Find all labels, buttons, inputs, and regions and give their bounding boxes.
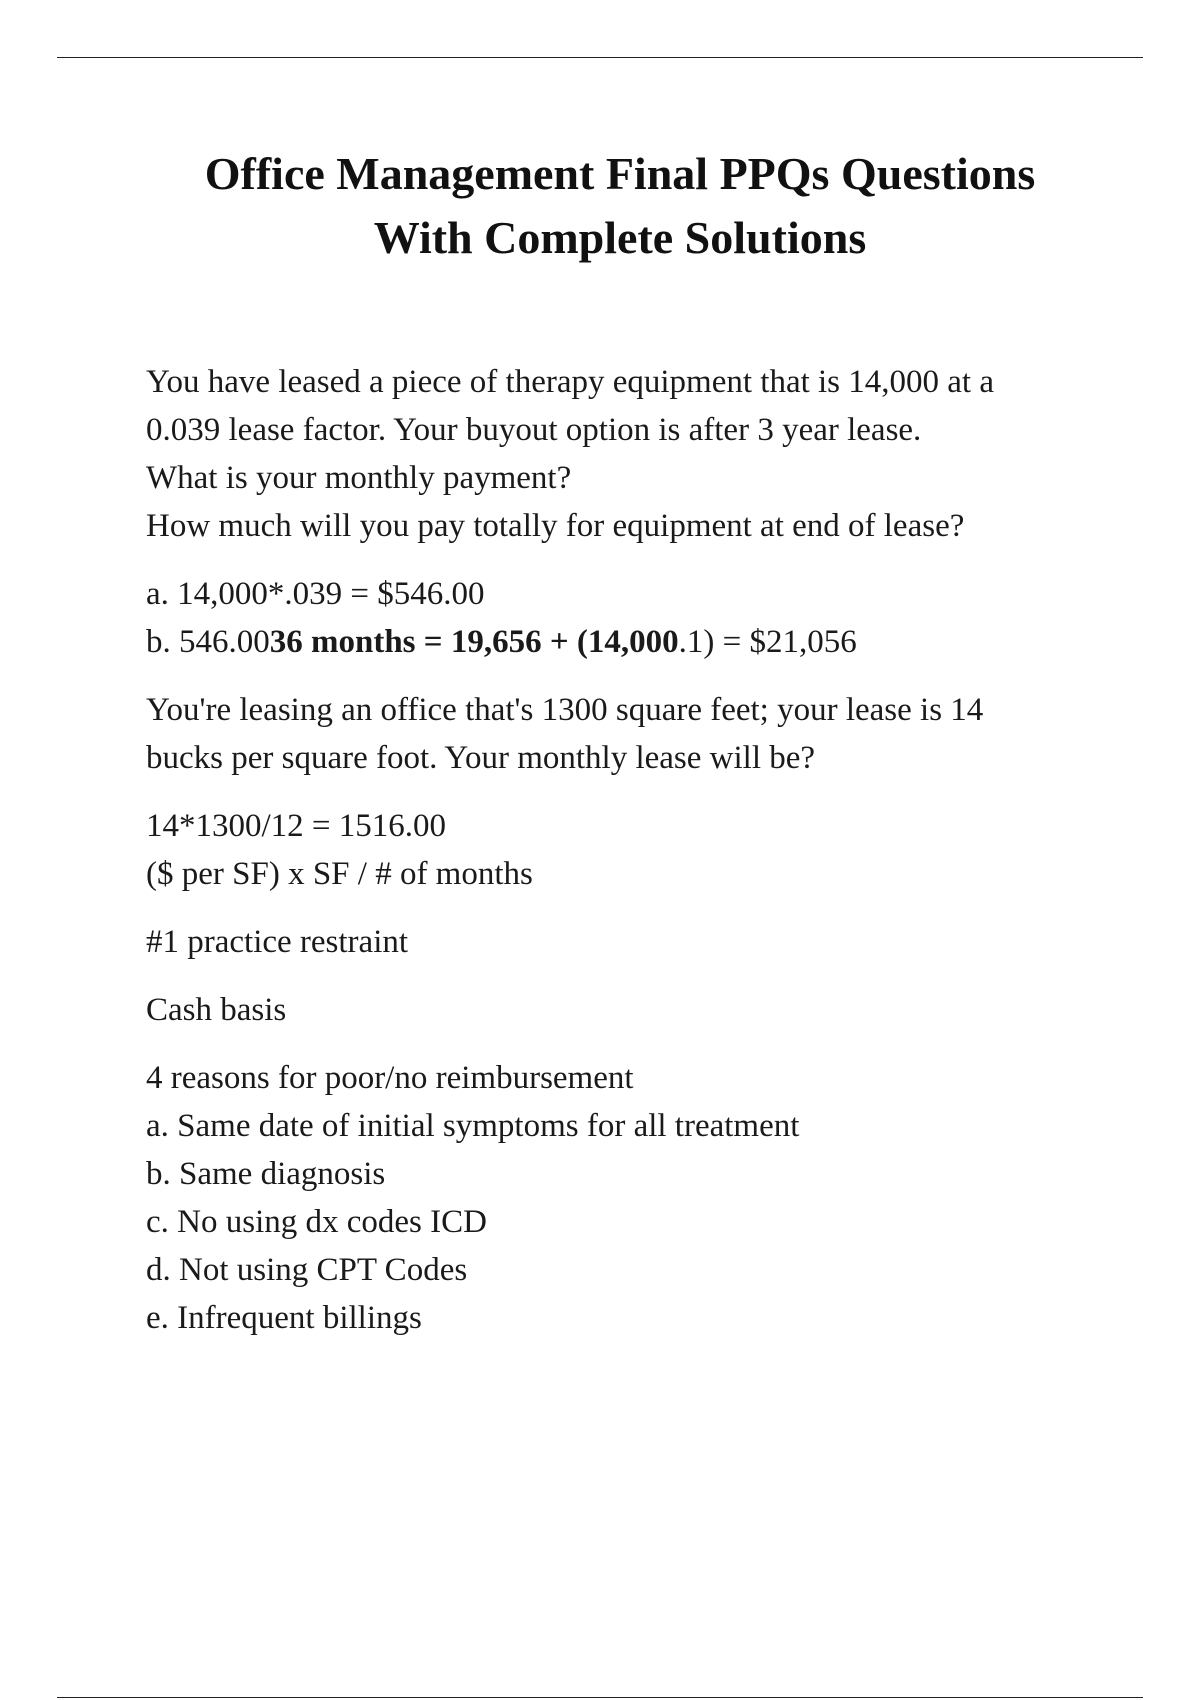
answer-b-prefix: b. 546.00 bbox=[146, 624, 270, 660]
question-line: bucks per square foot. Your monthly lease will be? bbox=[146, 740, 816, 776]
list-item: c. No using dx codes ICD bbox=[146, 1204, 487, 1240]
list-item: a. Same date of initial symptoms for all treatment bbox=[146, 1108, 800, 1144]
top-rule bbox=[57, 57, 1143, 58]
list-item: b. Same diagnosis bbox=[146, 1156, 386, 1192]
question-line: You have leased a piece of therapy equipment that is 14,000 at a bbox=[146, 364, 994, 400]
question-heading: 4 reasons for poor/no reimbursement bbox=[146, 1060, 634, 1096]
question-line: You're leasing an office that's 1300 square feet; your lease is 14 bbox=[146, 692, 984, 728]
answer-b-suffix: .1) = $21,056 bbox=[678, 624, 857, 660]
bottom-rule bbox=[57, 1697, 1143, 1698]
document-body bbox=[146, 358, 1146, 1362]
question-line: #1 practice restraint bbox=[146, 924, 409, 960]
question-line: What is your monthly payment? bbox=[146, 460, 572, 496]
question-practice-restraint bbox=[146, 918, 1146, 966]
answer-line: 14*1300/12 = 1516.00 bbox=[146, 808, 447, 844]
document-title bbox=[60, 142, 1180, 270]
answer-line: ($ per SF) x SF / # of months bbox=[146, 856, 533, 892]
answer-line-a: a. 14,000*.039 = $546.00 bbox=[146, 576, 485, 612]
question-reimbursement bbox=[146, 1054, 1146, 1342]
answer-b-bold: 36 months = 19,656 + (14,000 bbox=[269, 624, 679, 660]
list-item: e. Infrequent billings bbox=[146, 1300, 422, 1336]
question-office-lease bbox=[146, 686, 1146, 782]
question-line: How much will you pay totally for equipment at end of lease? bbox=[146, 508, 965, 544]
answer-line-b bbox=[146, 618, 1146, 666]
answer-office-lease bbox=[146, 802, 1146, 898]
answer-practice-restraint bbox=[146, 986, 1146, 1034]
answer-line: Cash basis bbox=[146, 992, 287, 1028]
title-line-2: With Complete Solutions bbox=[373, 212, 867, 263]
question-line: 0.039 lease factor. Your buyout option is after 3 year lease. bbox=[146, 412, 922, 448]
title-line-1: Office Management Final PPQs Questions bbox=[204, 148, 1036, 199]
list-item: d. Not using CPT Codes bbox=[146, 1252, 468, 1288]
question-lease-equipment bbox=[146, 358, 1146, 550]
answer-lease-equipment bbox=[146, 570, 1146, 666]
